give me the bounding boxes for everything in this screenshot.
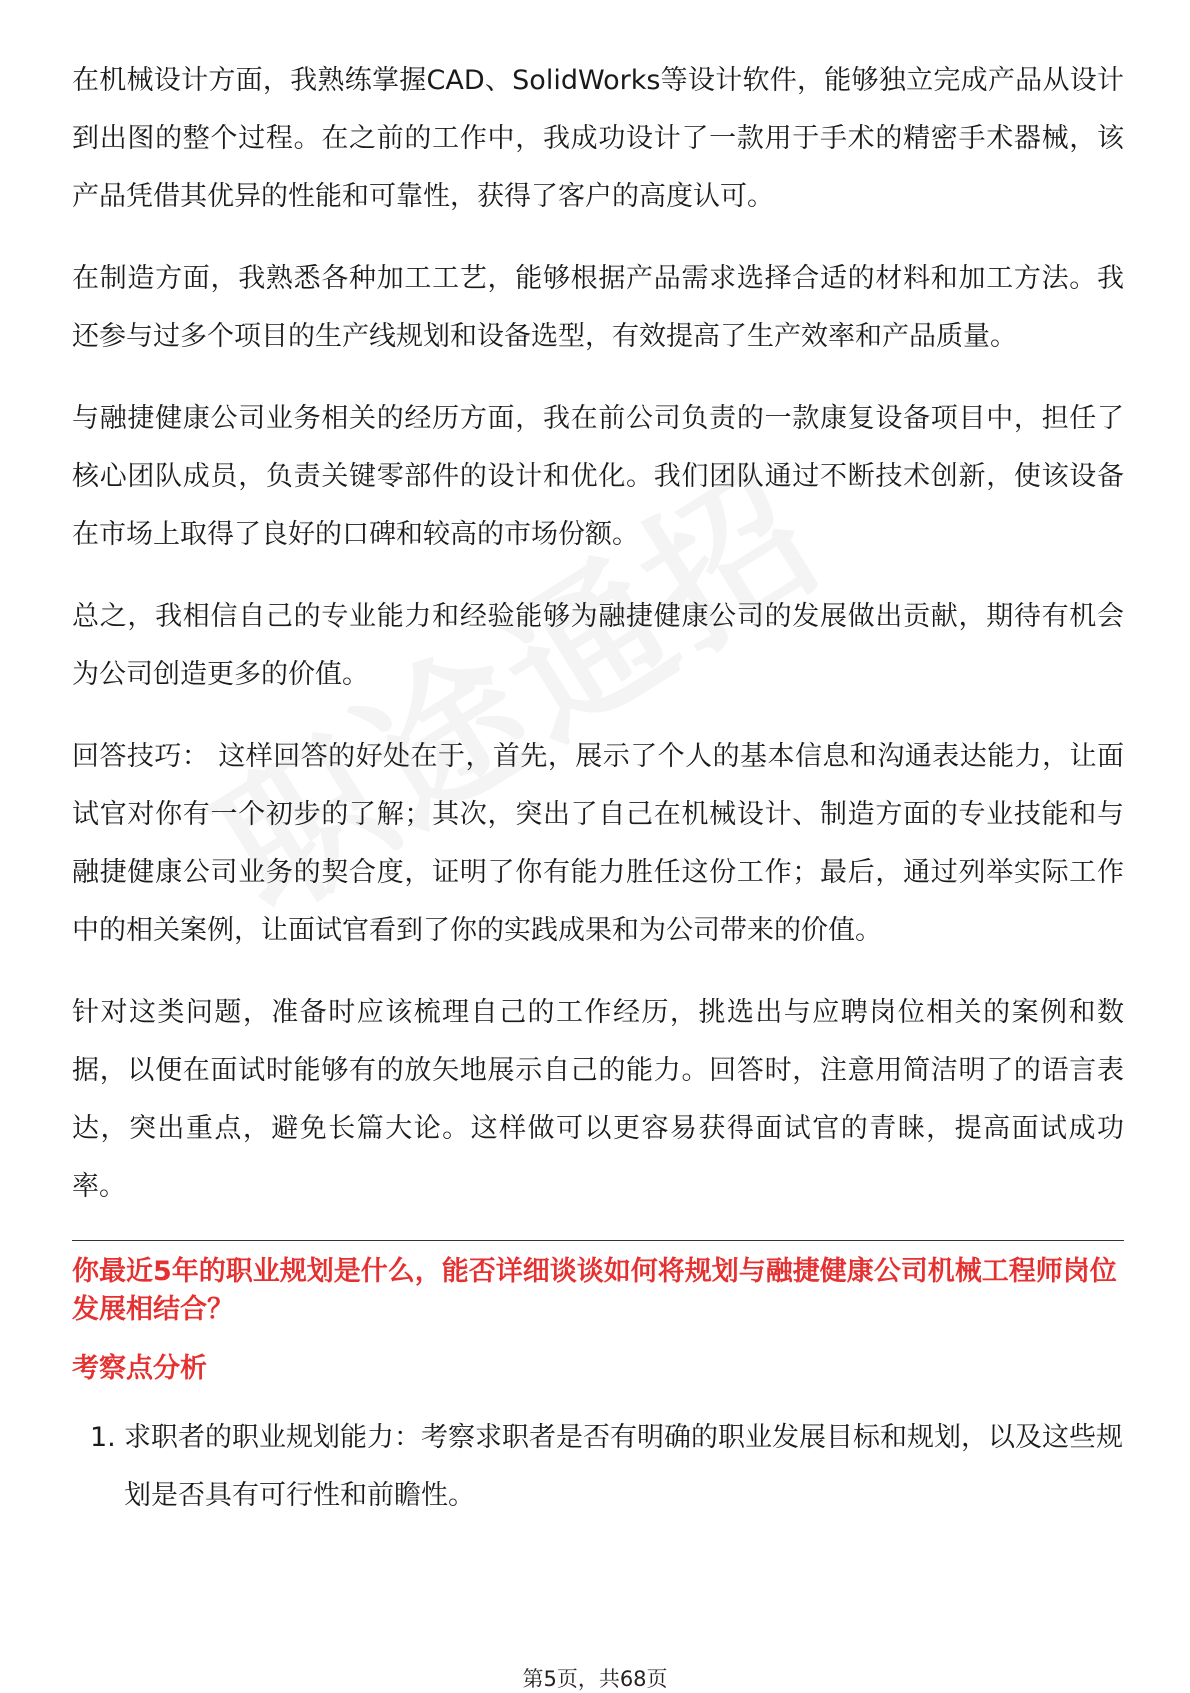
content-area <box>72 52 1124 1525</box>
page-footer: 第5页，共68页 <box>522 1667 668 1691</box>
section-divider <box>72 1240 1124 1241</box>
paragraph-manufacturing: 在制造方面，我熟悉各种加工工艺，能够根据产品需求选择合适的材料和加工方法。我还参与过多个项目的生产线规划和设备选型，有效提高了生产效率和产品质量。 <box>72 263 1124 352</box>
analysis-list <box>72 1409 1124 1525</box>
list-item <box>72 1409 1124 1525</box>
paragraph-summary: 总之，我相信自己的专业能力和经验能够为融捷健康公司的发展做出贡献，期待有机会为公司创造更多的价值。 <box>72 601 1124 690</box>
paragraph-mechanical-design: 在机械设计方面，我熟练掌握CAD、SolidWorks等设计软件，能够独立完成产品从设计到出图的整个过程。在之前的工作中，我成功设计了一款用于手术的精密手术器械，该产品凭借其优异的性能和可靠性，获得了客户的高度认可。 <box>72 65 1124 212</box>
section-title: 考察点分析 <box>72 1353 207 1384</box>
interview-question: 你最近5年的职业规划是什么，能否详细谈谈如何将规划与融捷健康公司机械工程师岗位发展相结合？ <box>72 1256 1117 1325</box>
list-item-text: 求职者的职业规划能力：考察求职者是否有明确的职业发展目标和规划，以及这些规划是否具有可行性和前瞻性。 <box>124 1422 1123 1511</box>
paragraph-related-experience: 与融捷健康公司业务相关的经历方面，我在前公司负责的一款康复设备项目中，担任了核心团队成员，负责关键零部件的设计和优化。我们团队通过不断技术创新，使该设备在市场上取得了良好的口碑和较高的市场份额。 <box>72 403 1124 550</box>
paragraph-preparation-advice: 针对这类问题，准备时应该梳理自己的工作经历，挑选出与应聘岗位相关的案例和数据，以便在面试时能够有的放矢地展示自己的能力。回答时，注意用简洁明了的语言表达，突出重点，避免长篇大论。这样做可以更容易获得面试官的青睐，提高面试成功率。 <box>72 997 1124 1202</box>
list-item-number: 1. <box>90 1422 116 1453</box>
paragraph-answer-tips: 回答技巧： 这样回答的好处在于，首先，展示了个人的基本信息和沟通表达能力，让面试官对你有一个初步的了解；其次，突出了自己在机械设计、制造方面的专业技能和与融捷健康公司业务的契合度，证明了你有能力胜任这份工作；最后，通过列举实际工作中的相关案例，让面试官看到了你的实践成果和为公司带来的价值。 <box>72 741 1124 946</box>
